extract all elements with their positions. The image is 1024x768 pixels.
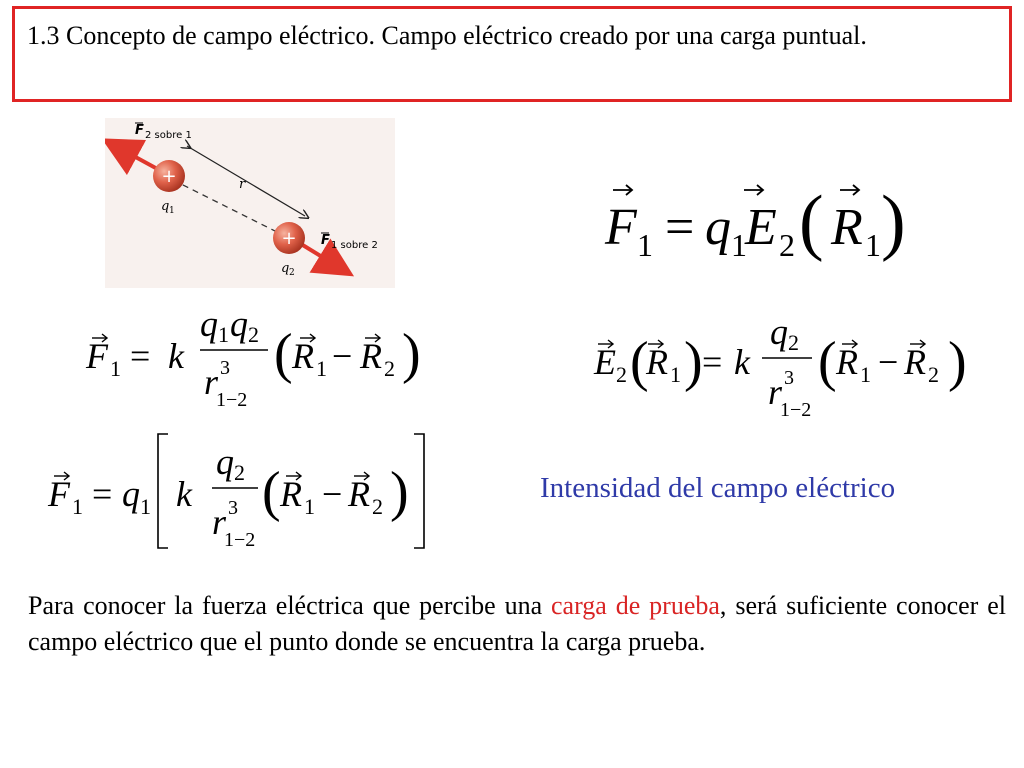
svg-text:2: 2 [248, 322, 259, 347]
caption-field-intensity: Intensidad del campo eléctrico [540, 472, 896, 504]
explanation-paragraph [28, 588, 1006, 660]
svg-text:1: 1 [860, 362, 871, 387]
svg-text:1: 1 [316, 356, 327, 381]
svg-text:R: R [292, 336, 314, 376]
svg-text:1: 1 [72, 494, 83, 519]
svg-text:): ) [881, 181, 906, 263]
svg-text:1−2: 1−2 [780, 399, 812, 421]
charges-figure [105, 118, 395, 288]
svg-text:q: q [200, 304, 218, 344]
svg-text:=: = [702, 342, 723, 382]
equation-coulomb [80, 304, 440, 420]
svg-text:F: F [48, 474, 70, 514]
plus-sign-1: + [161, 166, 177, 187]
equation-field [590, 312, 990, 428]
paragraph-part2: , será suficiente conocer el campo eléctrico que el punto donde se encuentra la carga prueba. [28, 591, 1006, 656]
svg-text:1: 1 [637, 227, 653, 263]
force-label-bottom-sub: 1 sobre 2 [331, 240, 378, 251]
svg-text:2: 2 [234, 460, 245, 485]
svg-text:1: 1 [110, 356, 121, 381]
svg-text:(: ( [818, 331, 837, 393]
svg-text:): ) [390, 461, 409, 523]
svg-text:−: − [878, 342, 899, 382]
svg-text:): ) [948, 331, 967, 393]
charge1-sub: 1 [169, 206, 175, 216]
svg-text:q: q [705, 199, 731, 256]
distance-label: r [239, 177, 246, 192]
paragraph-part1: Para conocer la fuerza eléctrica que percibe una [28, 591, 552, 620]
svg-text:1: 1 [304, 494, 315, 519]
svg-text:k: k [168, 336, 184, 376]
svg-text:3: 3 [220, 357, 230, 379]
svg-text:): ) [684, 331, 703, 393]
svg-text:2: 2 [779, 227, 795, 263]
svg-text:3: 3 [784, 367, 794, 389]
svg-text:R: R [646, 342, 668, 382]
svg-text:1−2: 1−2 [224, 529, 256, 551]
svg-text:R: R [831, 199, 863, 256]
svg-text:r: r [768, 372, 783, 412]
plus-sign-2: + [281, 228, 297, 249]
equation-force-field [595, 170, 915, 270]
svg-text:1−2: 1−2 [216, 389, 248, 411]
charge1-label: q [161, 199, 170, 214]
svg-text:r: r [204, 362, 219, 402]
svg-text:1: 1 [865, 227, 881, 263]
svg-text:2: 2 [616, 362, 627, 387]
svg-text:F: F [605, 199, 637, 256]
svg-text:k: k [734, 342, 750, 382]
svg-text:E: E [594, 342, 616, 382]
svg-text:(: ( [274, 323, 293, 385]
force-label-bottom: F [321, 233, 330, 248]
svg-text:q: q [122, 474, 140, 514]
svg-text:R: R [280, 474, 302, 514]
force-label-top: F [135, 123, 144, 138]
svg-text:E: E [745, 199, 777, 256]
svg-text:−: − [332, 336, 353, 376]
charge2-label: q [281, 261, 290, 276]
svg-text:1: 1 [731, 227, 747, 263]
svg-text:R: R [348, 474, 370, 514]
charge2-sub: 2 [289, 268, 295, 278]
svg-text:R: R [836, 342, 858, 382]
svg-text:q: q [230, 304, 248, 344]
svg-text:1: 1 [218, 322, 229, 347]
svg-text:): ) [402, 323, 421, 385]
svg-text:r: r [212, 502, 227, 542]
svg-text:2: 2 [372, 494, 383, 519]
svg-text:(: ( [799, 181, 824, 263]
svg-text:1: 1 [140, 494, 151, 519]
svg-text:2: 2 [788, 330, 799, 355]
slide-title: 1.3 Concepto de campo eléctrico. Campo eléctrico creado por una carga puntual. [27, 21, 867, 50]
force-label-top-sub: 2 sobre 1 [145, 130, 192, 141]
svg-text:R: R [360, 336, 382, 376]
svg-text:=: = [130, 336, 151, 376]
svg-text:F: F [86, 336, 108, 376]
svg-text:2: 2 [928, 362, 939, 387]
svg-text:(: ( [262, 461, 281, 523]
svg-text:1: 1 [670, 362, 681, 387]
svg-text:=: = [92, 474, 113, 514]
svg-text:3: 3 [228, 497, 238, 519]
svg-text:2: 2 [384, 356, 395, 381]
title-box [12, 6, 1012, 102]
paragraph-highlight: carga de prueba [551, 591, 720, 620]
equation-force-bracket [40, 430, 440, 554]
svg-text:q: q [216, 442, 234, 482]
svg-text:−: − [322, 474, 343, 514]
svg-text:(: ( [630, 331, 649, 393]
charges-diagram [105, 118, 395, 288]
svg-text:q: q [770, 312, 788, 352]
svg-text:=: = [665, 199, 695, 256]
svg-text:R: R [904, 342, 926, 382]
svg-text:k: k [176, 474, 192, 514]
